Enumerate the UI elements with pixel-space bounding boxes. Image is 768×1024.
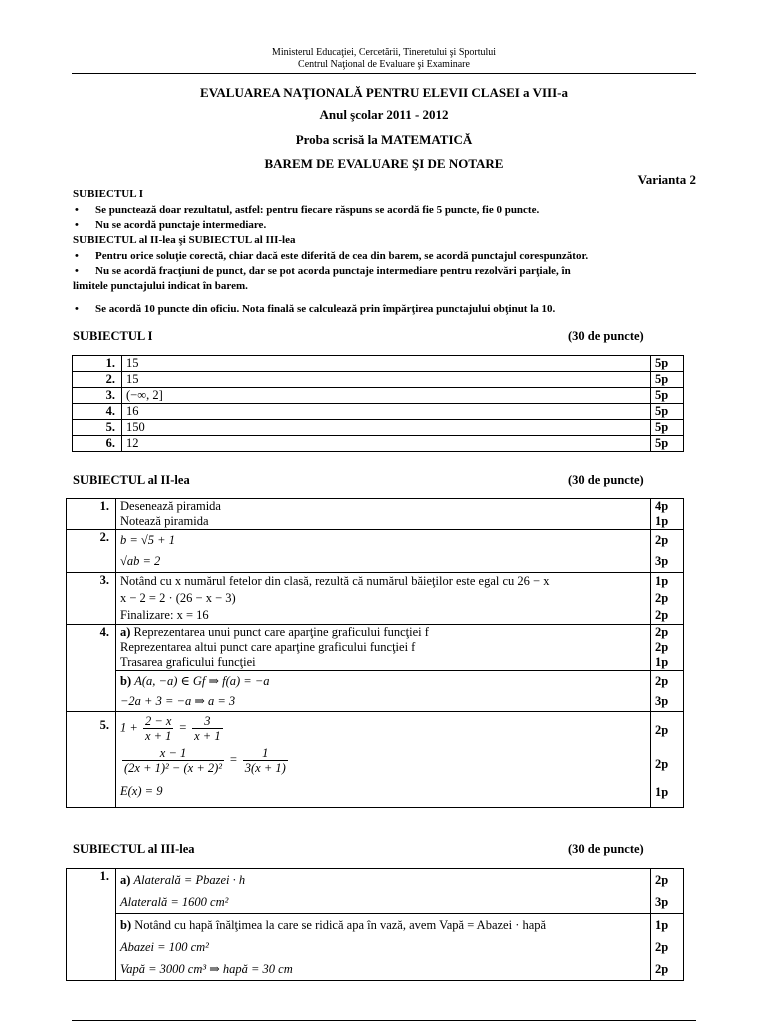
s1-title: SUBIECTUL I [73,329,153,343]
s3-q1b-points-1: 1p [655,918,669,932]
ministry-name: Ministerul Educaţiei, Cercetării, Tineretului şi Sportului [271,47,497,58]
s1-instr-bullet-1: • Se punctează doar rezultatul, astfel: pentru fiecare răspuns se acordă fie 5 puncte, fie 0 puncte. [75,204,540,216]
row-points: 5p [651,436,684,452]
q1-points-1: 4p [655,499,669,513]
row-points: 5p [651,388,684,404]
q5-expr-3: E(x) = 9 [120,784,163,798]
q5-expr-1: 1 + $\frac{2 - x}{x + 1}$ = $\frac{3}{x + 1}$ [120,714,221,743]
row-points: 5p [651,404,684,420]
q1-points-2: 1p [655,514,669,528]
s1-table [72,355,684,452]
q3-points-3: 2p [655,608,669,622]
s3-q1a-points-2: 3p [655,895,669,909]
s23-instr-bullet-2: • Nu se acordă fracţiuni de punct, dar se pot acorda punctaje intermediare pentru rezolvări parţiale, în [75,265,571,277]
q4b-line-2: −2a + 3 = −a ⇒ a = 3 [120,694,236,708]
row-answer: 12 [122,436,651,452]
q2-points-1: 2p [655,533,669,547]
title-exam: EVALUAREA NAŢIONALĂ PENTRU ELEVII CLASEI a VIII-a [200,85,568,100]
q5-num: 5. [67,712,116,808]
q4a-line-2: Reprezentarea altui punct care aparţine graficului funcţiei f [120,640,416,654]
row-points: 5p [651,420,684,436]
table-row [73,356,684,372]
q1-line-2: Notează piramida [120,514,209,528]
table-row [67,671,684,712]
q4b-label: b) [120,674,132,688]
q2-line-2: √ab = 2 [120,554,161,568]
q4-num: 4. [67,625,116,712]
q4a-line-3: Trasarea graficului funcţiei [120,655,256,669]
row-num: 1. [73,356,122,372]
s23-instr-bullet-1: • Pentru orice soluţie corectă, chiar dacă este diferită de cea din barem, se acordă punctajul corespunzător. [75,250,589,262]
q4a-points-1: 2p [655,625,669,639]
s3-q1a-label: a) [120,873,131,887]
q3-line-1: Notând cu x numărul fetelor din clasă, rezultă că numărul băieţilor este egal cu 26 − x [120,574,550,588]
s3-title: SUBIECTUL al III-lea [73,842,195,856]
title-barem: BAREM DE EVALUARE ŞI DE NOTARE [264,156,504,171]
row-answer: 150 [122,420,651,436]
table-row [73,404,684,420]
table-row [67,914,684,981]
q3-points-1: 1p [655,574,669,588]
s3-q1a-line-2: Alaterală = 1600 cm² [120,895,229,909]
row-num: 2. [73,372,122,388]
q4b-points-1: 2p [655,674,669,688]
variant-label: Varianta 2 [637,172,696,187]
row-num: 3. [73,388,122,404]
center-name: Centrul Naţional de Evaluare şi Examinare [298,59,470,70]
s1-instr-heading: SUBIECTUL I [73,188,144,200]
table-row [67,712,684,808]
q4b-points-2: 3p [655,694,669,708]
row-answer: 15 [122,372,651,388]
row-points: 5p [651,356,684,372]
q4b-line-1: A(a, −a) ∈ Gf ⇒ f(a) = −a [134,674,270,688]
q3-line-3: Finalizare: x = 16 [120,608,209,622]
s3-q1b-points-2: 2p [655,940,669,954]
q3-num: 3. [67,573,116,625]
s3-points: (30 de puncte) [568,842,644,856]
q1-num: 1. [67,499,116,530]
q5-expr-2: $\frac{x - 1}{\text{(2x + 1)² − (x + 2)²}}$ = $\frac{1}{3(x + 1)}$ [124,746,286,775]
q5-points-2: 2p [655,757,669,771]
s2-title: SUBIECTUL al II-lea [73,473,190,487]
table-row [67,499,684,530]
table-row [73,388,684,404]
q1-line-1: Desenează piramida [120,499,221,513]
row-answer: 16 [122,404,651,420]
row-num: 6. [73,436,122,452]
footer-divider [72,1020,696,1021]
s3-q1b-label: b) [120,918,132,932]
s2-table [66,498,684,808]
q4a-points-3: 1p [655,655,669,669]
q2-line-1: b = √5 + 1 [120,533,175,547]
s3-q1a-line-1: Alaterală = Pbazei · h [133,873,246,887]
table-row [67,869,684,914]
title-subject: Proba scrisă la MATEMATICĂ [295,132,473,147]
s23-instr-bullet-2-cont: limitele punctajului indicat în barem. [73,280,248,292]
q4a-line-1: Reprezentarea unui punct care aparţine graficului funcţiei f [133,625,429,639]
s3-q1b-points-3: 2p [655,962,669,976]
header-divider [72,73,696,74]
q4a-points-2: 2p [655,640,669,654]
row-num: 5. [73,420,122,436]
q2-points-2: 3p [655,554,669,568]
general-instr-bullet: • Se acordă 10 puncte din oficiu. Nota finală se calculează prin împărţirea punctajului obţinut la 10. [75,303,556,315]
row-num: 4. [73,404,122,420]
table-row [73,372,684,388]
table-row [67,625,684,671]
row-answer: (−∞, 2] [122,388,651,404]
s1-instr-bullet-2: • Nu se acordă punctaje intermediare. [75,219,267,231]
table-row [67,530,684,573]
q2-num: 2. [67,530,116,573]
q4a-label: a) [120,625,131,639]
q3-line-2: x − 2 = 2 · (26 − x − 3) [120,591,236,605]
q3-points-2: 2p [655,591,669,605]
s3-table [66,868,684,981]
s1-points: (30 de puncte) [568,329,644,343]
table-row [73,436,684,452]
table-row [67,573,684,625]
row-points: 5p [651,372,684,388]
s2-points: (30 de puncte) [568,473,644,487]
s3-q1b-line-1: Notând cu hapă înălţimea la care se ridică apa în vază, avem Vapă = Abazei · hapă [134,918,547,932]
s23-instr-heading: SUBIECTUL al II-lea şi SUBIECTUL al III-lea [73,234,296,246]
table-row [73,420,684,436]
title-year: Anul şcolar 2011 - 2012 [319,107,449,122]
row-answer: 15 [122,356,651,372]
s3-q1b-line-2: Abazei = 100 cm² [120,940,209,954]
q5-points-1: 2p [655,723,669,737]
q5-points-3: 1p [655,785,669,799]
s3-q1-num: 1. [67,869,116,981]
s3-q1a-points-1: 2p [655,873,669,887]
s3-q1b-line-3: Vapă = 3000 cm³ ⇒ hapă = 30 cm [120,962,293,976]
